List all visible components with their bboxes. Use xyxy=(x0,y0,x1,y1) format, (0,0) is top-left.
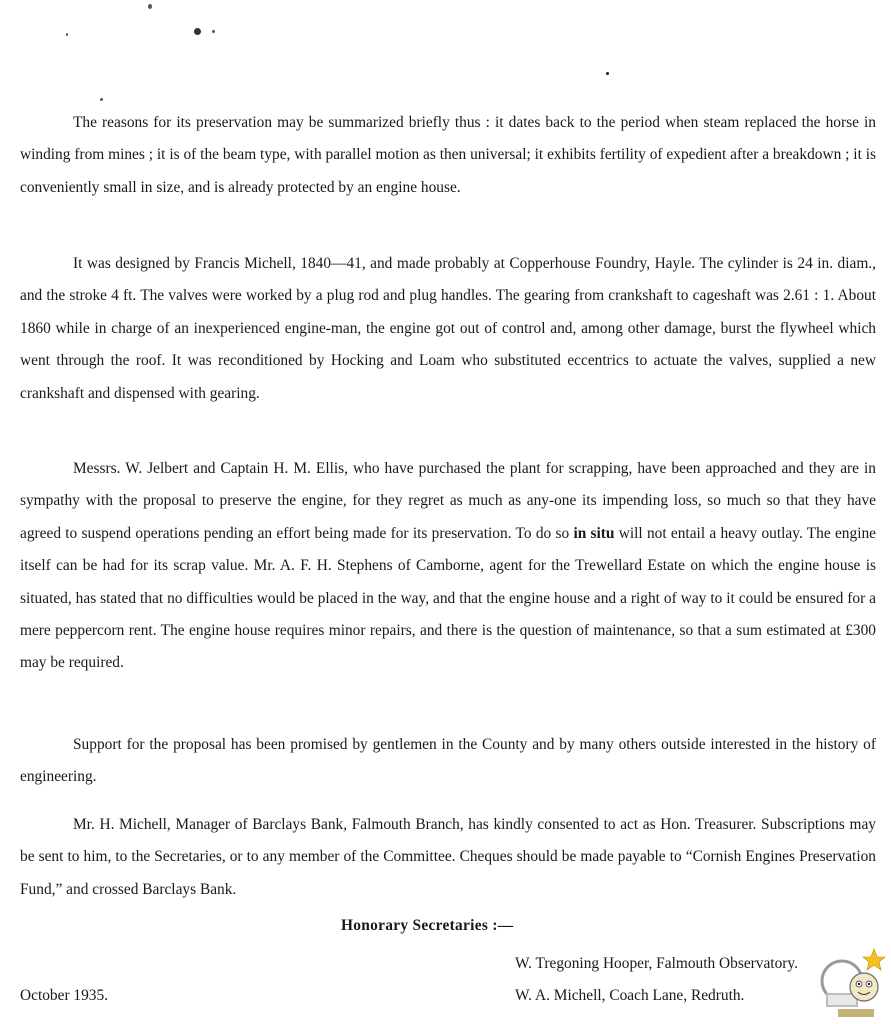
scan-speck xyxy=(148,4,152,9)
paragraph-purchase xyxy=(20,453,876,680)
paragraph-support xyxy=(20,729,876,794)
paragraph-treasurer xyxy=(20,809,876,906)
paragraph-emphasis: in situ xyxy=(573,524,615,542)
scan-speck xyxy=(606,72,609,75)
paragraph-text: will not entail a heavy outlay. The engine itself can be had for its scrap value. Mr. A. F. H. Stephens of Camborne, agent for the Trewellard Estate on which the engine house is situated, has stated that no difficulties would be placed in the way, and that the engine house and a right of way to it could be ensured for a mere peppercorn rent. The engine house requires minor repairs, and there is the question of maintenance, so that a sum estimated at £300 may be required. xyxy=(20,524,876,672)
paragraph-reasons xyxy=(20,107,876,204)
secretaries-heading: Honorary Secretaries :— xyxy=(341,917,514,934)
secretary-line: W. Tregoning Hooper, Falmouth Observatory. xyxy=(515,955,798,972)
secretary-line: W. A. Michell, Coach Lane, Redruth. xyxy=(515,987,745,1004)
paragraph-text: It was designed by Francis Michell, 1840—41, and made probably at Copperhouse Foundry, Hayle. The cylinder is 24 in. diam., and the stroke 4 ft. The valves were worked by a plug rod and plug handles. The gearing from crankshaft to cageshaft was 2.61 : 1. About 1860 while in charge of an inexperienced engine-man, the engine got out of control and, among other damage, burst the flywheel which went through the roof. It was reconditioned by Hocking and Loam who substituted eccentrics to actuate the valves, supplied a new crankshaft and dispensed with gearing. xyxy=(20,255,876,402)
scan-speck xyxy=(212,30,215,33)
paragraph-text: Mr. H. Michell, Manager of Barclays Bank, Falmouth Branch, has kindly consented to act as Hon. Treasurer. Subscriptions may be sent to him, to the Secretaries, or to any member of the Committee. Cheques should be made payable to “Cornish Engines Preservation Fund,” and crossed Barclays Bank. xyxy=(20,816,876,898)
scan-speck xyxy=(194,28,201,35)
scan-speck xyxy=(100,98,103,101)
document-date: October 1935. xyxy=(20,987,109,1004)
paragraph-text: Support for the proposal has been promised by gentlemen in the County and by many others outside interested in the history of engineering. xyxy=(20,736,876,786)
paragraph-design xyxy=(20,248,876,410)
paragraph-text: Messrs. W. Jelbert and Captain H. M. Ellis, who have purchased the plant for scrapping, have been approached and they are in sympathy with the proposal to preserve the engine, for they regret as much as any-one its impending loss, so much so that they have agreed to suspend operations pending an effort being made for its preservation. To do so xyxy=(20,460,876,542)
paragraph-text: The reasons for its preservation may be summarized briefly thus : it dates back to the period when steam replaced the horse in winding from mines ; it is of the beam type, with parallel motion as then universal; it exhibits fertility of expedient after a breakdown ; it is conveniently small in size, and is already protected by an engine house. xyxy=(20,114,876,196)
watermark-stamp-icon xyxy=(812,935,886,1021)
scan-speck xyxy=(66,33,68,36)
